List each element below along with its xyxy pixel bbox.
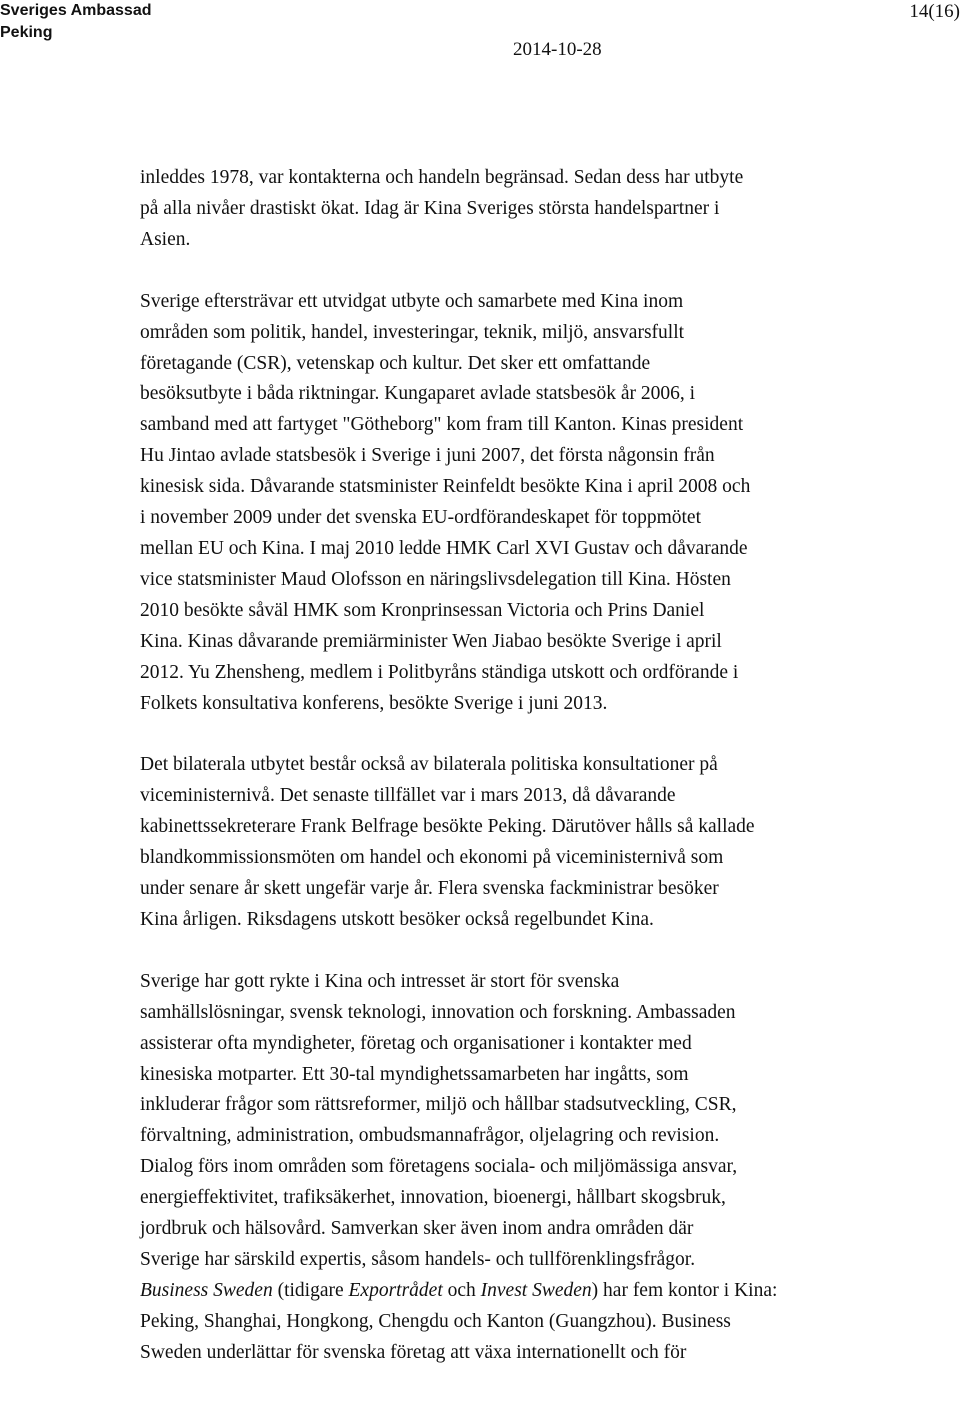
paragraph-line: blandkommissionsmöten om handel och ekonomi på viceministernivå som <box>140 847 724 869</box>
paragraph-line: vice statsminister Maud Olofsson en näringslivsdelegation till Kina. Hösten <box>140 568 731 590</box>
paragraph-line: Kina årligen. Riksdagens utskott besöker också regelbundet Kina. <box>140 908 654 930</box>
paragraph-line: områden som politik, handel, investeringar, teknik, miljö, ansvarsfullt <box>140 321 685 343</box>
paragraph-line: Sverige eftersträvar ett utvidgat utbyte och samarbete med Kina inom <box>140 290 684 312</box>
paragraph-line: Asien. <box>140 228 191 250</box>
paragraph-line: Peking, Shanghai, Hongkong, Chengdu och Kanton (Guangzhou). Business <box>140 1310 731 1332</box>
inline-text: ) har fem kontor i Kina: <box>591 1279 778 1301</box>
paragraph-list <box>140 163 852 1276</box>
inline-text: (tidigare <box>272 1279 349 1301</box>
header-org-location: Peking <box>0 24 53 41</box>
paragraph-line: viceministernivå. Det senaste tillfället var i mars 2013, då dåvarande <box>140 785 676 807</box>
header-organization <box>0 0 151 44</box>
paragraph-line: 2012. Yu Zhensheng, medlem i Politbyråns ständiga utskott och ordförande i <box>140 661 739 683</box>
paragraph-line: i november 2009 under det svenska EU-ordförandeskapet för toppmötet <box>140 507 702 529</box>
italic-term: Invest Sweden <box>480 1279 592 1301</box>
paragraph-line: kinesisk sida. Dåvarande statsminister Reinfeldt besökte Kina i april 2008 och <box>140 476 751 498</box>
paragraph-line: Folkets konsultativa konferens, besökte Sverige i juni 2013. <box>140 692 608 714</box>
paragraph-line: jordbruk och hälsovård. Samverkan sker även inom andra områden där <box>140 1218 694 1240</box>
paragraph-line: besöksutbyte i båda riktningar. Kungaparet avlade statsbesök år 2006, i <box>140 383 696 405</box>
paragraph-line: Sverige har särskild expertis, såsom handels- och tullförenklingsfrågor. <box>140 1249 696 1270</box>
paragraph-line: samband med att fartyget "Götheborg" kom fram till Kanton. Kinas president <box>140 414 744 436</box>
paragraph-line: samhällslösningar, svensk teknologi, innovation och forskning. Ambassaden <box>140 1001 736 1023</box>
paragraph-line: kinesiska motparter. Ett 30-tal myndighetssamarbeten har ingåtts, som <box>140 1063 689 1085</box>
paragraph-business-sweden <box>140 1276 852 1369</box>
page-number: 14(16) <box>909 1 960 22</box>
inline-text: och <box>442 1279 481 1301</box>
paragraph-line: Hu Jintao avlade statsbesök i Sverige i juni 2007, det första någonsin från <box>140 445 715 467</box>
paragraph-line: företagande (CSR), vetenskap och kultur. Det sker ett omfattande <box>140 352 651 374</box>
paragraph <box>140 967 852 1276</box>
paragraph-line: inleddes 1978, var kontakterna och handeln begränsad. Sedan dess har utbyte <box>140 167 744 188</box>
header-org-name: Sveriges Ambassad <box>0 2 152 19</box>
paragraph-line: under senare år skett ungefär varje år. Flera svenska fackministrar besöker <box>140 878 719 900</box>
document-date: 2014-10-28 <box>513 39 602 60</box>
paragraph <box>140 287 852 720</box>
paragraph <box>140 750 852 935</box>
paragraph-line: förvaltning, administration, ombudsmannafrågor, oljelagring och revision. <box>140 1125 720 1147</box>
document-body <box>140 163 852 1369</box>
paragraph-line: Sweden underlättar för svenska företag att växa internationellt och för <box>140 1341 687 1363</box>
italic-term: Exportrådet <box>348 1279 443 1301</box>
paragraph <box>140 163 852 256</box>
paragraph-line: Kina. Kinas dåvarande premiärminister Wen Jiabao besökte Sverige i april <box>140 630 722 652</box>
paragraph-line: assisterar ofta myndigheter, företag och organisationer i kontakter med <box>140 1032 692 1054</box>
paragraph-line: kabinettssekreterare Frank Belfrage besökte Peking. Därutöver hålls så kallade <box>140 816 755 838</box>
paragraph-line: mellan EU och Kina. I maj 2010 ledde HMK Carl XVI Gustav och dåvarande <box>140 537 748 559</box>
paragraph-line: inkluderar frågor som rättsreformer, miljö och hållbar stadsutveckling, CSR, <box>140 1094 737 1116</box>
paragraph-line: Det bilaterala utbytet består också av bilaterala politiska konsultationer på <box>140 754 718 776</box>
paragraph-line: Dialog förs inom områden som företagens sociala- och miljömässiga ansvar, <box>140 1156 738 1178</box>
paragraph-line: energieffektivitet, trafiksäkerhet, innovation, bioenergi, hållbart skogsbruk, <box>140 1187 726 1209</box>
paragraph-line: på alla nivåer drastiskt ökat. Idag är Kina Sveriges största handelspartner i <box>140 197 720 219</box>
paragraph-line: Sverige har gott rykte i Kina och intresset är stort för svenska <box>140 970 620 992</box>
italic-term: Business Sweden <box>140 1279 273 1301</box>
paragraph-line <box>140 1276 852 1307</box>
paragraph-line: 2010 besökte såväl HMK som Kronprinsessan Victoria och Prins Daniel <box>140 599 705 621</box>
